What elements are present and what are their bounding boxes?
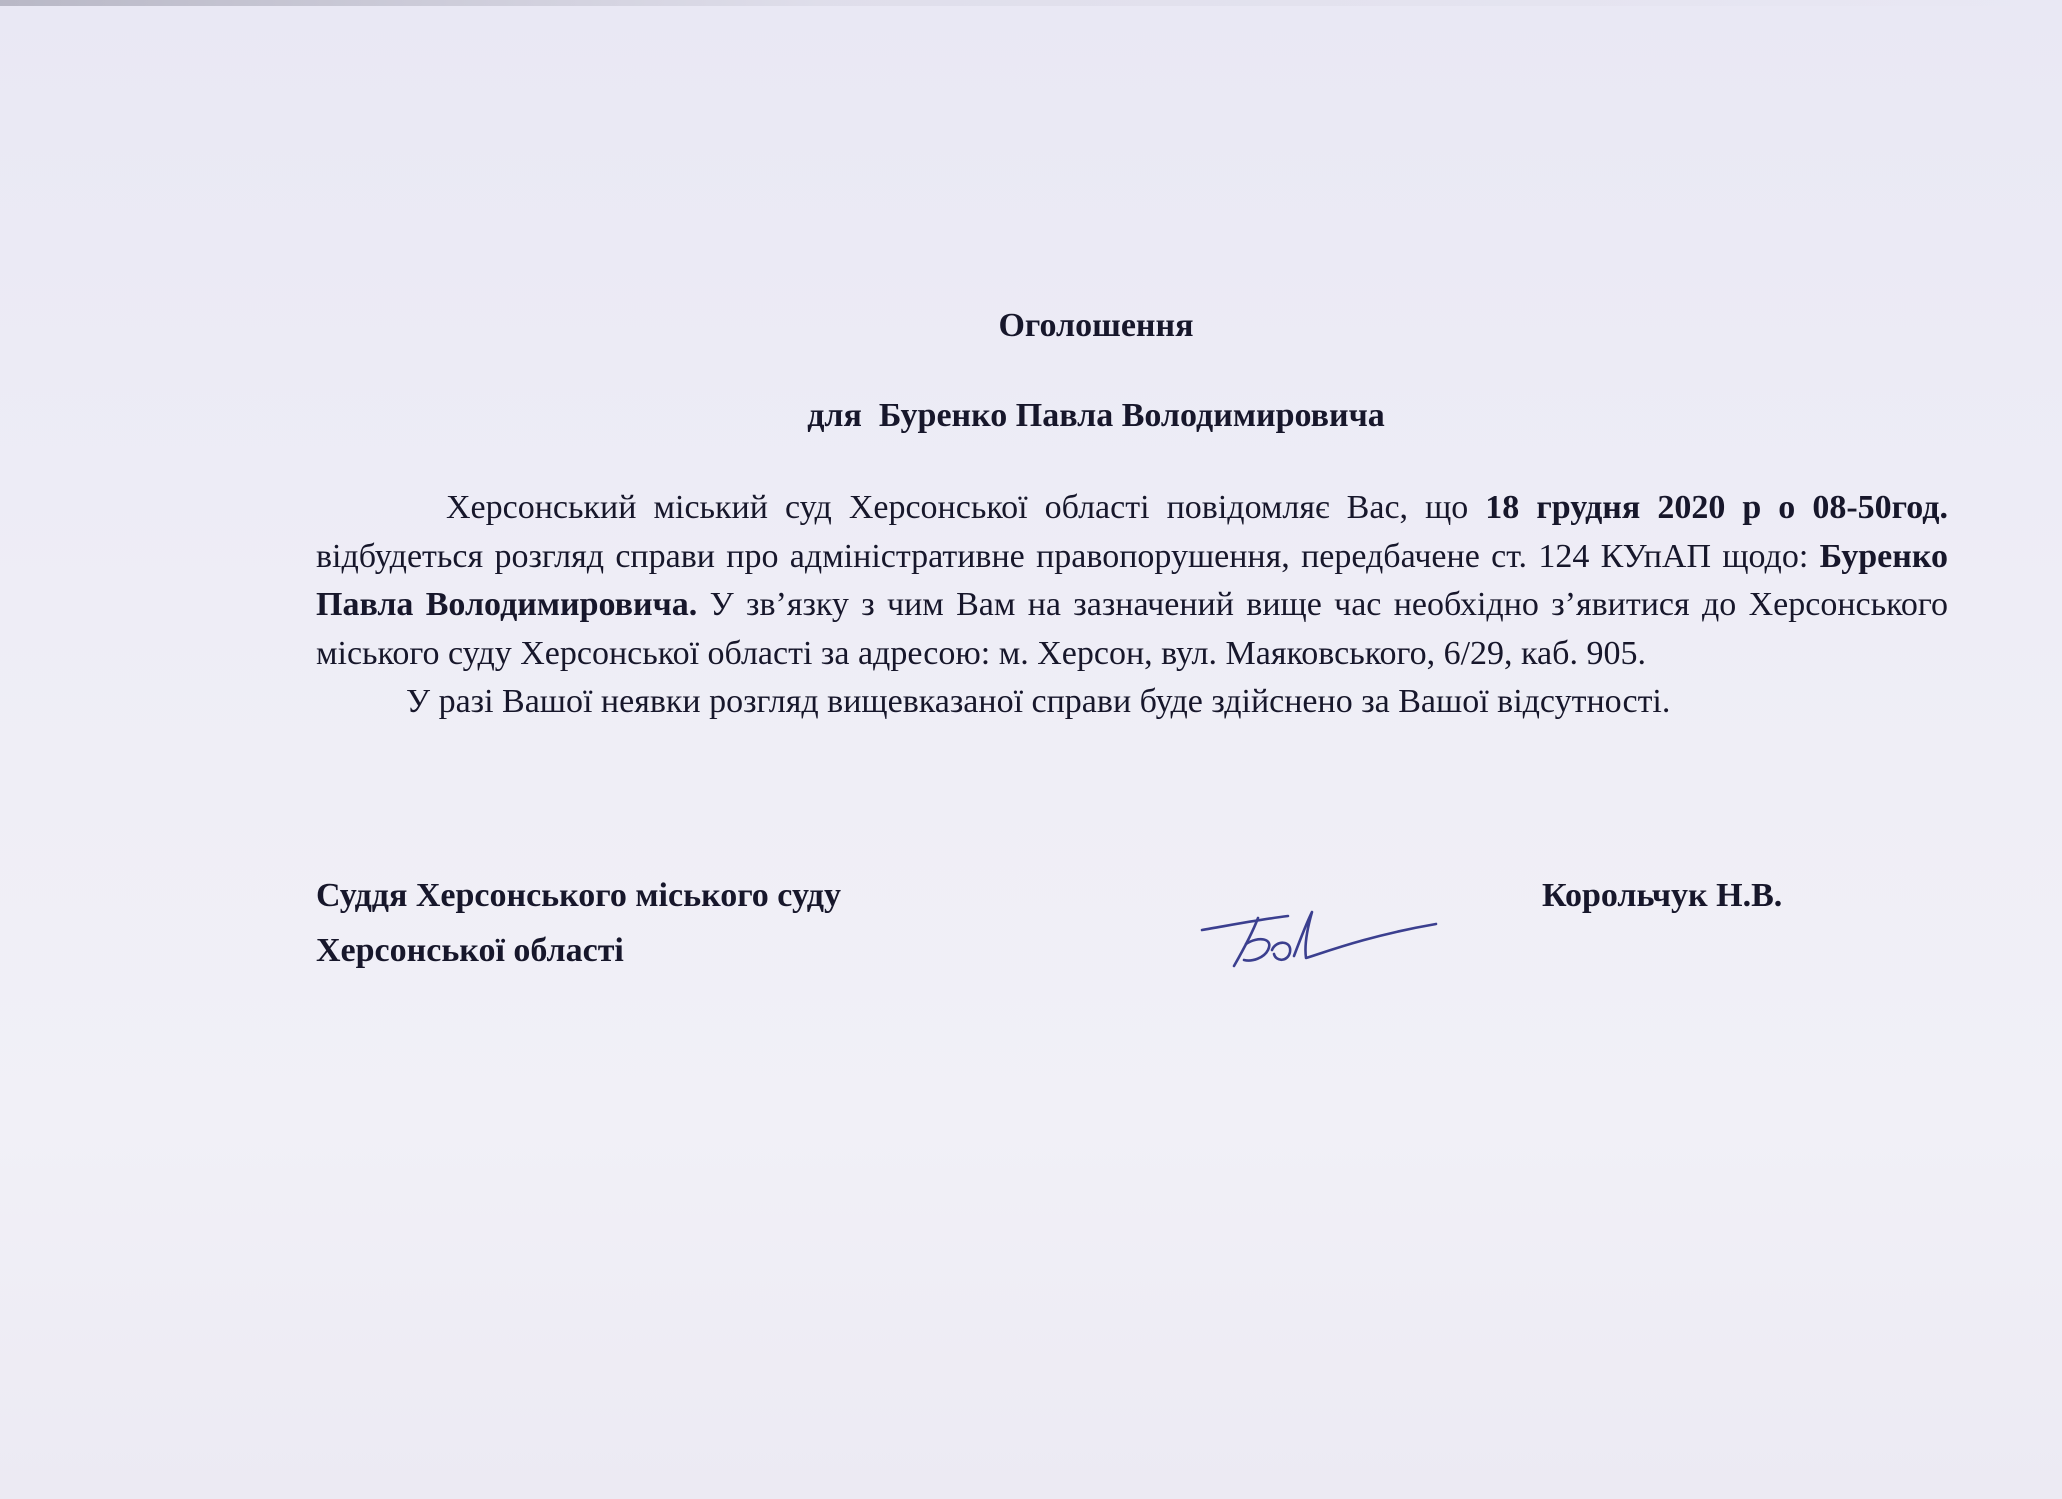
notice-person-name: Буренко Павла Володимировича.: [316, 537, 1948, 623]
absence-warning-paragraph: У разі Вашої неявки розгляд вищевказаної справи буде здійснено за Вашої відсутності.: [406, 683, 1671, 720]
document-recipient: для Буренко Павла Володимировича: [807, 397, 1385, 434]
page-top-edge-shadow: [0, 0, 2062, 6]
notice-paragraph: [316, 484, 1948, 678]
hearing-date-time: 18 грудня 2020 р о 08-50год.: [1485, 489, 1948, 526]
judge-title-line1: Суддя Херсонського міського суду: [316, 877, 842, 914]
judge-title-line2: Херсонської області: [316, 932, 624, 969]
document-body: [316, 484, 1948, 727]
judge-name: Корольчук Н.В.: [1542, 877, 1783, 914]
notice-intro-text: Херсонський міський суд Херсонської області повідомляє Вас, що: [446, 489, 1486, 526]
notice-address-text: У зв’язку з чим Вам на зазначений вище час необхідно з’явитися до Херсонського міського суду Херсонської області за адресою: м. Херсон, вул. Маяковського, 6/29, каб. 905.: [316, 586, 1948, 672]
notice-case-text: відбудеться розгляд справи про адміністративне правопорушення, передбачене ст. 124 КУпАП щодо:: [316, 537, 1820, 575]
document-title: Оголошення: [998, 307, 1194, 344]
handwritten-signature-icon: [1196, 900, 1446, 980]
